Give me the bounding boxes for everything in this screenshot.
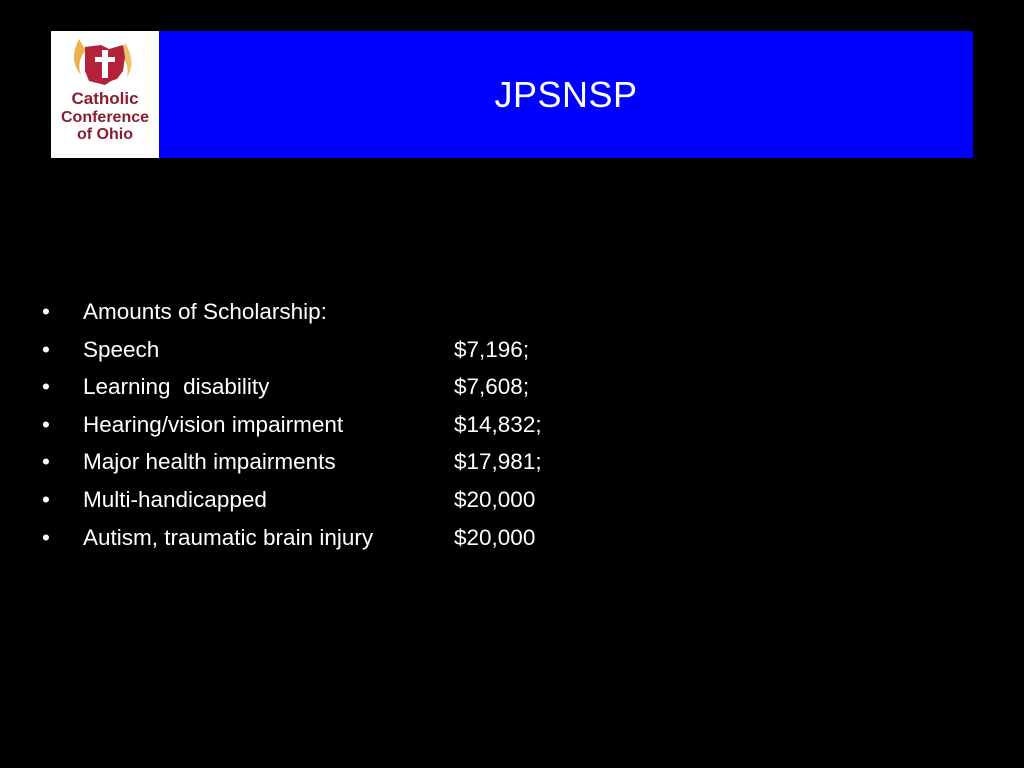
- item-label: Autism, traumatic brain injury: [83, 524, 374, 550]
- bullet-icon: •: [42, 486, 50, 512]
- bullet-icon: •: [42, 299, 50, 324]
- item-label: Speech: [83, 336, 160, 362]
- item-amount: $20,000: [454, 524, 536, 550]
- list-item: [42, 368, 742, 406]
- ohio-cross-icon: [51, 31, 159, 158]
- header-band: [51, 31, 973, 158]
- item-amount: $7,196;: [454, 336, 530, 362]
- logo-text-line1: Catholic: [71, 89, 139, 108]
- list-item: [42, 406, 742, 444]
- slide-title: JPSNSP: [494, 73, 638, 115]
- bullet-icon: •: [42, 524, 50, 550]
- list-item: [42, 293, 742, 331]
- logo-text-line3: of Ohio: [77, 126, 133, 143]
- item-label: Learning disability: [83, 374, 270, 400]
- bullet-icon: •: [42, 336, 50, 362]
- bullet-icon: •: [42, 411, 50, 437]
- list-item: [42, 519, 742, 557]
- catholic-conference-logo: [51, 31, 159, 158]
- item-label: Multi-handicapped: [83, 486, 267, 512]
- list-item: [42, 443, 742, 481]
- item-label: Hearing/vision impairment: [83, 411, 344, 437]
- list-item: [42, 481, 742, 519]
- item-label: Amounts of Scholarship:: [83, 299, 327, 324]
- scholarship-list: [42, 293, 742, 556]
- item-amount: $14,832;: [454, 411, 542, 437]
- bullet-icon: •: [42, 374, 50, 400]
- item-amount: $20,000: [454, 486, 536, 512]
- item-amount: $17,981;: [454, 449, 542, 475]
- bullet-icon: •: [42, 449, 50, 475]
- list-item: [42, 331, 742, 369]
- item-label: Major health impairments: [83, 449, 336, 475]
- item-amount: $7,608;: [454, 374, 530, 400]
- logo-text-line2: Conference: [60, 109, 150, 126]
